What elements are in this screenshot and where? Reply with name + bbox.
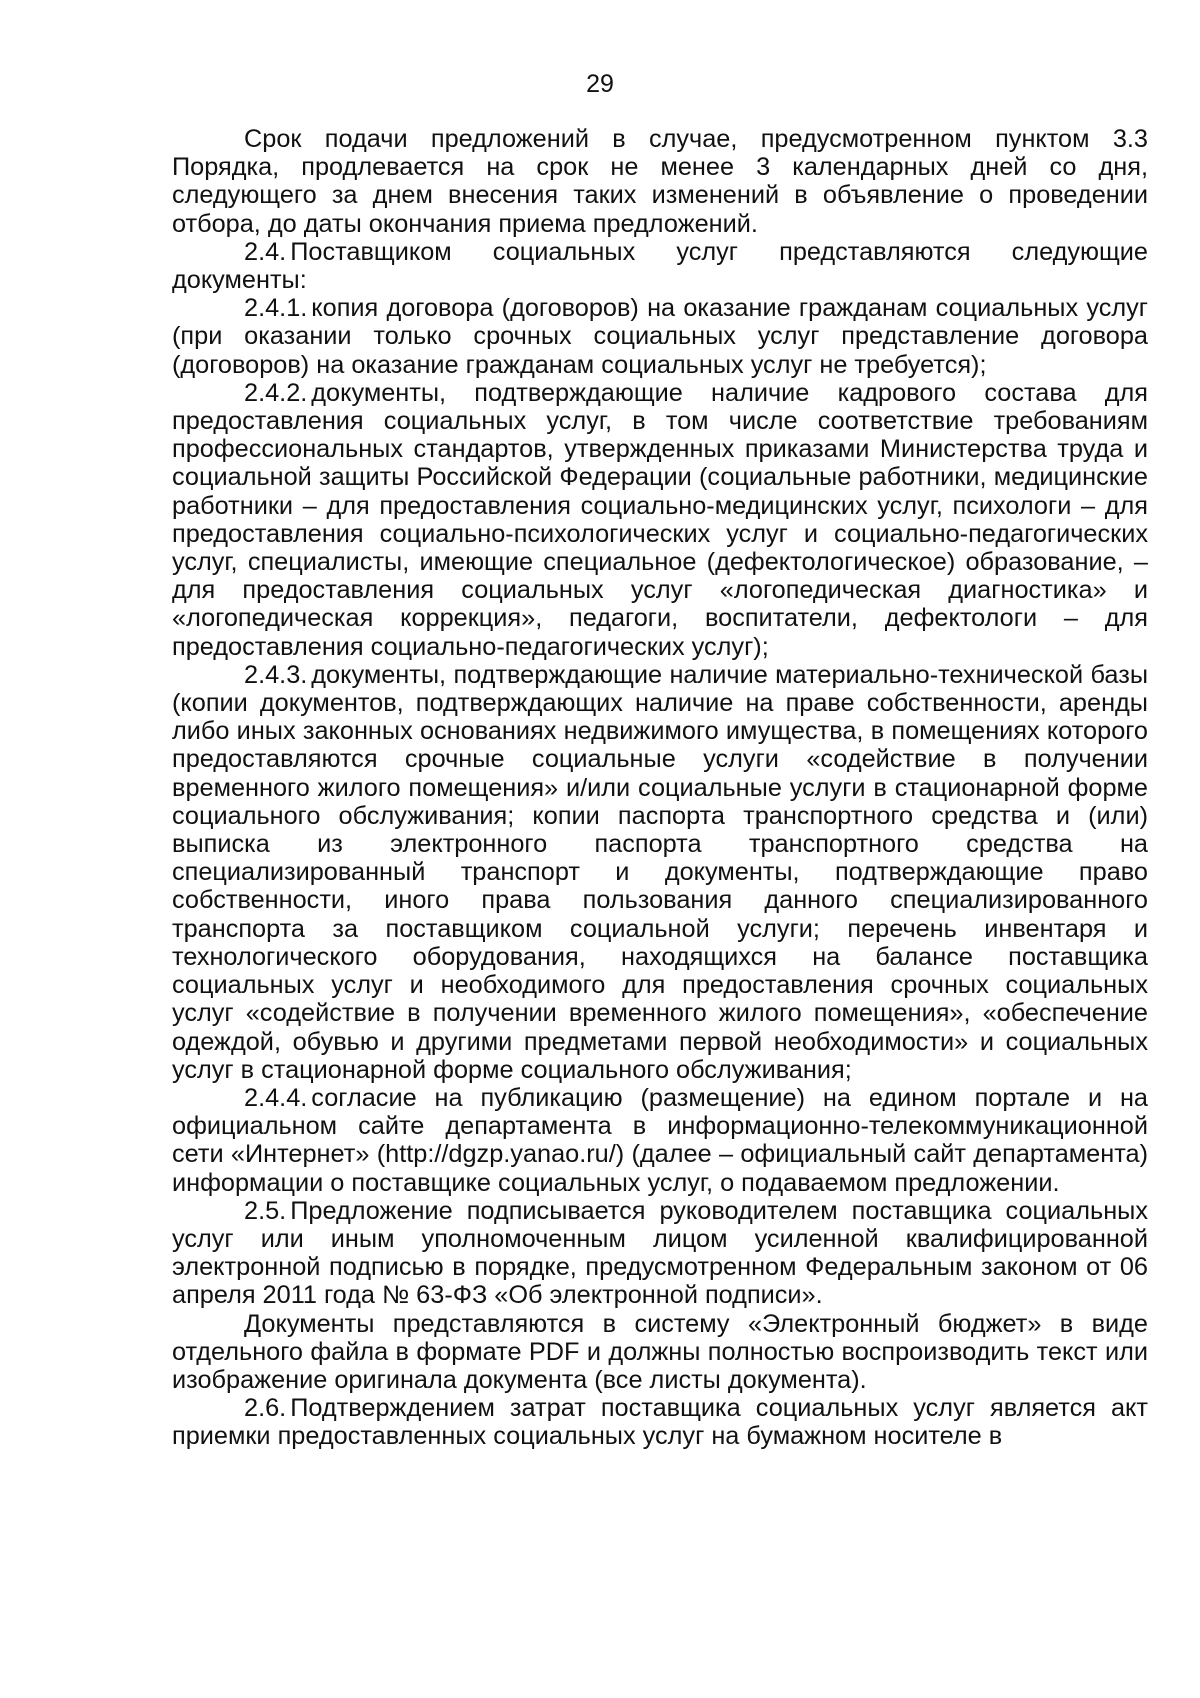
paragraph-text: документы, подтверждающие наличие материально-технической базы (копии документов, подтверждающих наличие на праве собственности, аренды либо иных законных основаниях недвижимого имущества, в помещениях которого предоставляются срочные социальные услуги «содействие в получении временного жилого помещения» и/или социальные услуги в стационарной форме социального обслуживания; копии паспорта транспортного средства и (или) выписка из электронного паспорта транспортного средства на специализированный транспорт и документы, подтверждающие право собственности, иного права пользования данного специализированного транспорта за поставщиком социальной услуги; перечень инвентаря и технологического оборудования, находящихся на балансе поставщика социальных услуг и необходимого для предоставления срочных социальных услуг «содействие в получении временного жилого помещения», «обеспечение одеждой, обувью и другими предметами первой необходимости» и социальных услуг в стационарной форме социального обслуживания; xyxy=(172,660,1148,1084)
page-number: 29 xyxy=(586,70,614,98)
paragraph xyxy=(172,379,1148,661)
paragraph xyxy=(172,1310,1148,1395)
paragraph-text: согласие на публикацию (размещение) на едином портале и на официальном сайте департамента в информационно-телекоммуникационной сети «Интернет» (http://dgzp.yanao.ru/) (далее – официальный сайт департамента) информации о поставщике социальных услуг, о подаваемом предложении. xyxy=(172,1083,1148,1197)
paragraph-number: 2.4. xyxy=(244,237,287,266)
paragraph-number: 2.4.2. xyxy=(244,378,308,407)
paragraph-text: Предложение подписывается руководителем поставщика социальных услуг или иным уполномоченным лицом усиленной квалифицированной электронной подписью в порядке, предусмотренном Федеральным законом от 06 апреля 2011 года № 63-ФЗ «Об электронной подписи». xyxy=(172,1196,1148,1310)
document-body xyxy=(172,125,1148,1451)
paragraph-number: 2.4.1. xyxy=(244,294,308,323)
paragraph xyxy=(172,294,1148,379)
paragraph xyxy=(172,1084,1148,1197)
paragraph-text: Поставщиком социальных услуг представляются следующие документы: xyxy=(172,237,1148,295)
paragraph-text: Срок подачи предложений в случае, предусмотренном пунктом 3.3 Порядка, продлевается на срок не менее 3 календарных дней со дня, следующего за днем внесения таких изменений в объявление о проведении отбора, до даты окончания приема предложений. xyxy=(172,125,1148,238)
paragraph xyxy=(172,125,1148,238)
paragraph xyxy=(172,1394,1148,1450)
paragraph-text: Подтверждением затрат поставщика социальных услуг является акт приемки предоставленных социальных услуг на бумажном носителе в xyxy=(172,1394,1148,1451)
paragraph-text: копия договора (договоров) на оказание гражданам социальных услуг (при оказании только срочных социальных услуг представление договора (договоров) на оказание гражданам социальных услуг не требуется); xyxy=(172,294,1148,379)
paragraph xyxy=(172,238,1148,294)
paragraph-text: Документы представляются в систему «Электронный бюджет» в виде отдельного файла в формате PDF и должны полностью воспроизводить текст или изображение оригинала документа (все листы документа). xyxy=(172,1309,1148,1394)
paragraph-number: 2.4.4. xyxy=(244,1083,308,1112)
paragraph xyxy=(172,1197,1148,1310)
paragraph-number: 2.4.3. xyxy=(244,660,308,689)
paragraph-number: 2.5. xyxy=(244,1196,287,1225)
paragraph xyxy=(172,661,1148,1084)
paragraph-number: 2.6. xyxy=(244,1394,287,1423)
paragraph-text: документы, подтверждающие наличие кадрового состава для предоставления социальных услуг, в том числе соответствие требованиям профессиональных стандартов, утвержденных приказами Министерства труда и социальной защиты Российской Федерации (социальные работники, медицинские работники – для предоставления социально-медицинских услуг, психологи – для предоставления социально-психологических услуг и социально-педагогических услуг, специалисты, имеющие специальное (дефектологическое) образование, – для предоставления социальных услуг «логопедическая диагностика» и «логопедическая коррекция», педагоги, воспитатели, дефектологи – для предоставления социально-педагогических услуг); xyxy=(172,378,1148,661)
